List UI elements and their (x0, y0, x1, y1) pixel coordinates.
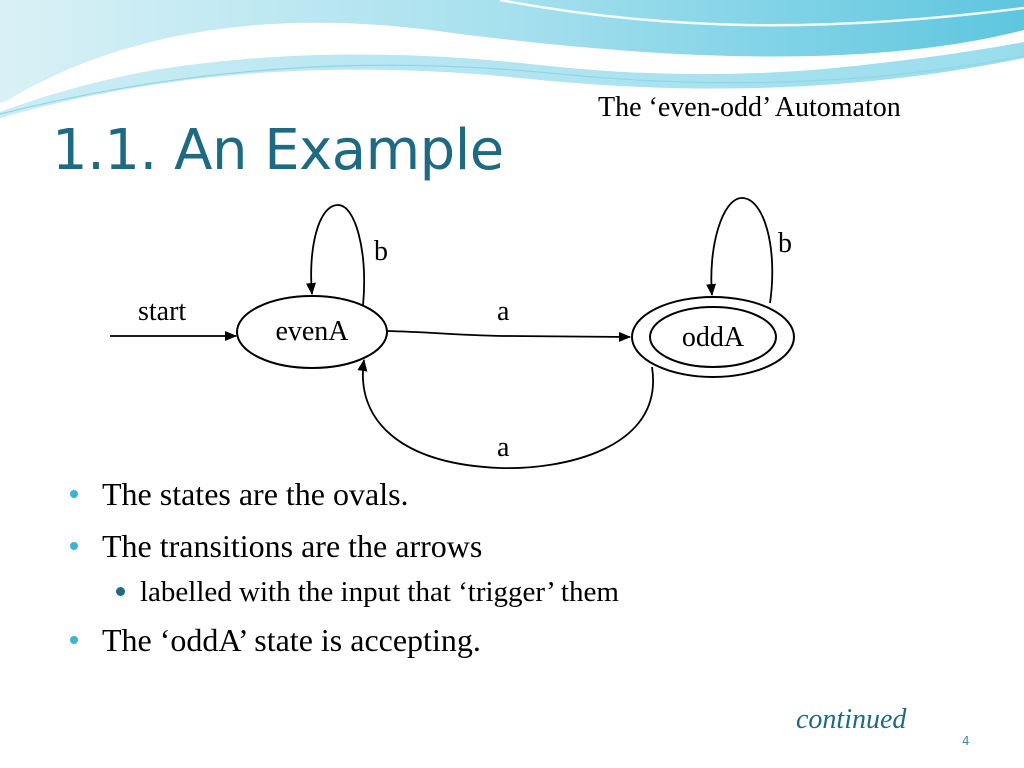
sub-bullet-dot-icon (116, 587, 125, 596)
bullet-item (70, 528, 970, 564)
page-number: 4 (962, 734, 970, 748)
bullet-text: The transitions are the arrows (102, 528, 483, 564)
continued-label: continued (796, 704, 907, 735)
bullet-dot-icon (70, 542, 78, 550)
sub-bullet-text: labelled with the input that ‘trigger’ them (140, 576, 619, 608)
transition-oddA-to-evenA-label: a (497, 432, 510, 463)
state-oddA-label: oddA (681, 322, 745, 353)
bullet-text: The states are the ovals. (102, 476, 409, 512)
bullet-dot-icon (70, 636, 78, 644)
transition-evenA-to-oddA-label: a (497, 296, 510, 327)
transition-evenA-self-loop (311, 205, 364, 306)
bullet-text: The ‘oddA’ state is accepting. (102, 622, 481, 658)
bullet-item (70, 622, 970, 658)
slide-title: 1.1. An Example (52, 118, 504, 183)
transition-evenA-self-label: b (374, 236, 388, 267)
bullet-list (70, 476, 970, 674)
transition-evenA-to-oddA (387, 331, 630, 337)
start-label: start (138, 296, 187, 327)
sub-bullet-item (116, 574, 970, 610)
state-evenA-label: evenA (275, 316, 349, 347)
transition-oddA-self-loop (711, 198, 772, 303)
bullet-dot-icon (70, 490, 78, 498)
bullet-item (70, 476, 970, 512)
diagram-caption: The ‘even-odd’ Automaton (598, 92, 901, 123)
transition-oddA-self-label: b (778, 228, 792, 259)
